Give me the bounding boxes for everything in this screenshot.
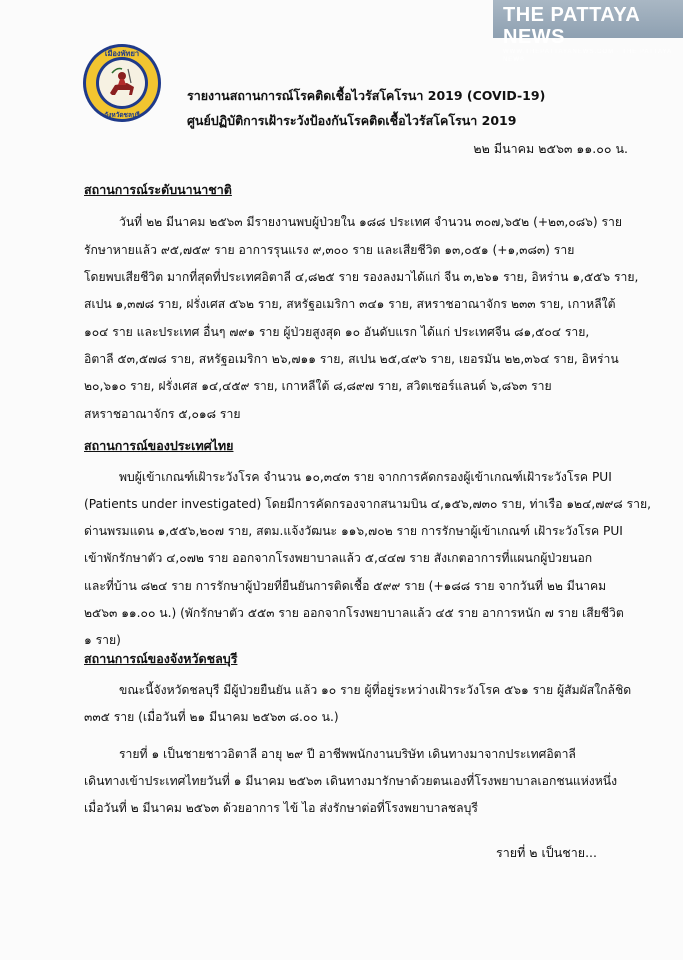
- section-heading-chonburi: สถานการณ์ของจังหวัดชลบุรี: [84, 651, 238, 666]
- seal-bottom-text: จังหวัดชลบุรี: [104, 111, 140, 119]
- case-line: เมื่อวันที่ ๒ มีนาคม ๒๕๖๓ ด้วยอาการ ไข้ ไอ ส่งรักษาต่อที่โรงพยาบาลชลบุรี: [84, 801, 478, 815]
- pattaya-seal-logo: [82, 43, 162, 123]
- case-line: รายที่ ๑ เป็นชายชาวอิตาลี อายุ ๒๙ ปี อาชีพพนักงานบริษัท เดินทางมาจากประเทศอิตาลี: [119, 747, 576, 761]
- paragraph-line: ๒๐,๖๑๐ ราย, ฝรั่งเศส ๑๔,๔๕๙ ราย, เกาหลีใต้ ๘,๘๙๗ ราย, สวิตเซอร์แลนด์ ๖,๘๖๓ ราย: [84, 379, 552, 393]
- section-heading-thailand: สถานการณ์ของประเทศไทย: [84, 438, 234, 453]
- paragraph-line: ๑๐๔ ราย และประเทศ อื่นๆ ๗๙๑ ราย ผู้ป่วยสูงสุด ๑๐ อันดับแรก ได้แก่ ประเทศจีน ๘๑,๕๐๔ ราย,: [84, 325, 590, 339]
- paragraph-line: เข้าพักรักษาตัว ๔,๐๗๒ ราย ออกจากโรงพยาบาลแล้ว ๕,๔๔๗ ราย สังเกตอาการที่แผนกผู้ป่วยนอก: [84, 551, 593, 565]
- watermark-sub: WWW.THEPATTAYANEWS.COM · THE PATTAYA NEWS: [503, 49, 672, 63]
- paragraph-line: รักษาหายแล้ว ๙๕,๗๕๙ ราย อาการรุนแรง ๙,๓๐๐ ราย และเสียชีวิต ๑๓,๐๕๑ (+๑,๓๘๓) ราย: [84, 243, 575, 257]
- paragraph-line: สเปน ๑,๓๗๘ ราย, ฝรั่งเศส ๕๖๒ ราย, สหรัฐอเมริกา ๓๔๑ ราย, สหราชอาณาจักร ๒๓๓ ราย, เกาหลีใต้: [84, 297, 616, 311]
- paragraph-line: (Patients under investigated) โดยมีการคัดกรองจากสนามบิน ๔,๑๕๖,๗๓๐ ราย, ท่าเรือ ๑๒๔,๗๙๘ ราย,: [84, 497, 651, 511]
- case-line: เดินทางเข้าประเทศไทยวันที่ ๑ มีนาคม ๒๕๖๓ เดินทางมารักษาด้วยตนเองที่โรงพยาบาลเอกชนแห่งหนึ่ง: [84, 774, 618, 788]
- paragraph-line: และที่บ้าน ๘๒๔ ราย การรักษาผู้ป่วยที่ยืนยันการติดเชื้อ ๕๙๙ ราย (+๑๘๘ ราย จากวันที่ ๒๒ มีนาคม: [84, 579, 607, 593]
- paragraph-line: อิตาลี ๕๓,๕๗๘ ราย, สหรัฐอเมริกา ๒๖,๗๑๑ ราย, สเปน ๒๕,๔๙๖ ราย, เยอรมัน ๒๒,๓๖๔ ราย, อิหร่าน: [84, 352, 619, 366]
- watermark: [493, 0, 683, 63]
- paragraph-line: ๑ ราย): [84, 633, 121, 647]
- paragraph-line: ด่านพรมแดน ๑,๕๕๖,๒๐๗ ราย, สตม.แจ้งวัฒนะ ๑๑๖,๗๐๒ ราย การรักษาผู้เข้าเกณฑ์ เฝ้าระวังโรค PUI: [84, 524, 623, 538]
- paragraph-line: วันที่ ๒๒ มีนาคม ๒๕๖๓ มีรายงานพบผู้ป่วยใน ๑๘๘ ประเทศ จำนวน ๓๐๗,๖๕๒ (+๒๓,๐๘๖) ราย: [119, 215, 623, 229]
- section-heading-international: สถานการณ์ระดับนานาชาติ: [84, 182, 232, 197]
- paragraph-line: โดยพบเสียชีวิต มากที่สุดที่ประเทศอิตาลี ๔,๘๒๕ ราย รองลงมาได้แก่ จีน ๓,๒๖๑ ราย, อิหร่าน ๑,๕๕๖ ราย,: [84, 270, 639, 284]
- paragraph-line: ๒๕๖๓ ๑๑.๐๐ น.) (พักรักษาตัว ๕๕๓ ราย ออกจากโรงพยาบาลแล้ว ๔๕ ราย อาการหนัก ๗ ราย เสียชีวิต: [84, 606, 624, 620]
- continued-text: รายที่ ๒ เป็นชาย...: [496, 845, 597, 860]
- paragraph-line: สหราชอาณาจักร ๕,๐๑๘ ราย: [84, 407, 241, 421]
- watermark-brand: THE PATTAYA NEWS: [503, 4, 640, 48]
- seal-top-text: เมืองพัทยา: [104, 49, 140, 58]
- paragraph-line: ๓๓๕ ราย (เมื่อวันที่ ๒๑ มีนาคม ๒๕๖๓ ๘.๐๐ น.): [84, 710, 339, 724]
- report-title: รายงานสถานการณ์โรคติดเชื้อไวรัสโคโรนา 2019 (COVID-19): [187, 88, 546, 103]
- report-date: ๒๒ มีนาคม ๒๕๖๓ ๑๑.๐๐ น.: [473, 141, 628, 156]
- report-subtitle: ศูนย์ปฏิบัติการเฝ้าระวังป้องกันโรคติดเชื้อไวรัสโคโรนา 2019: [187, 113, 517, 128]
- paragraph-line: พบผู้เข้าเกณฑ์เฝ้าระวังโรค จำนวน ๑๐,๓๔๓ ราย จากการคัดกรองผู้เข้าเกณฑ์เฝ้าระวังโรค PUI: [119, 470, 612, 484]
- paragraph-line: ขณะนี้จังหวัดชลบุรี มีผู้ป่วยยืนยัน แล้ว ๑๐ ราย ผู้ที่อยู่ระหว่างเฝ้าระวังโรค ๕๖๑ ราย ผู้สัมผัสใกล้ชิด: [119, 683, 632, 697]
